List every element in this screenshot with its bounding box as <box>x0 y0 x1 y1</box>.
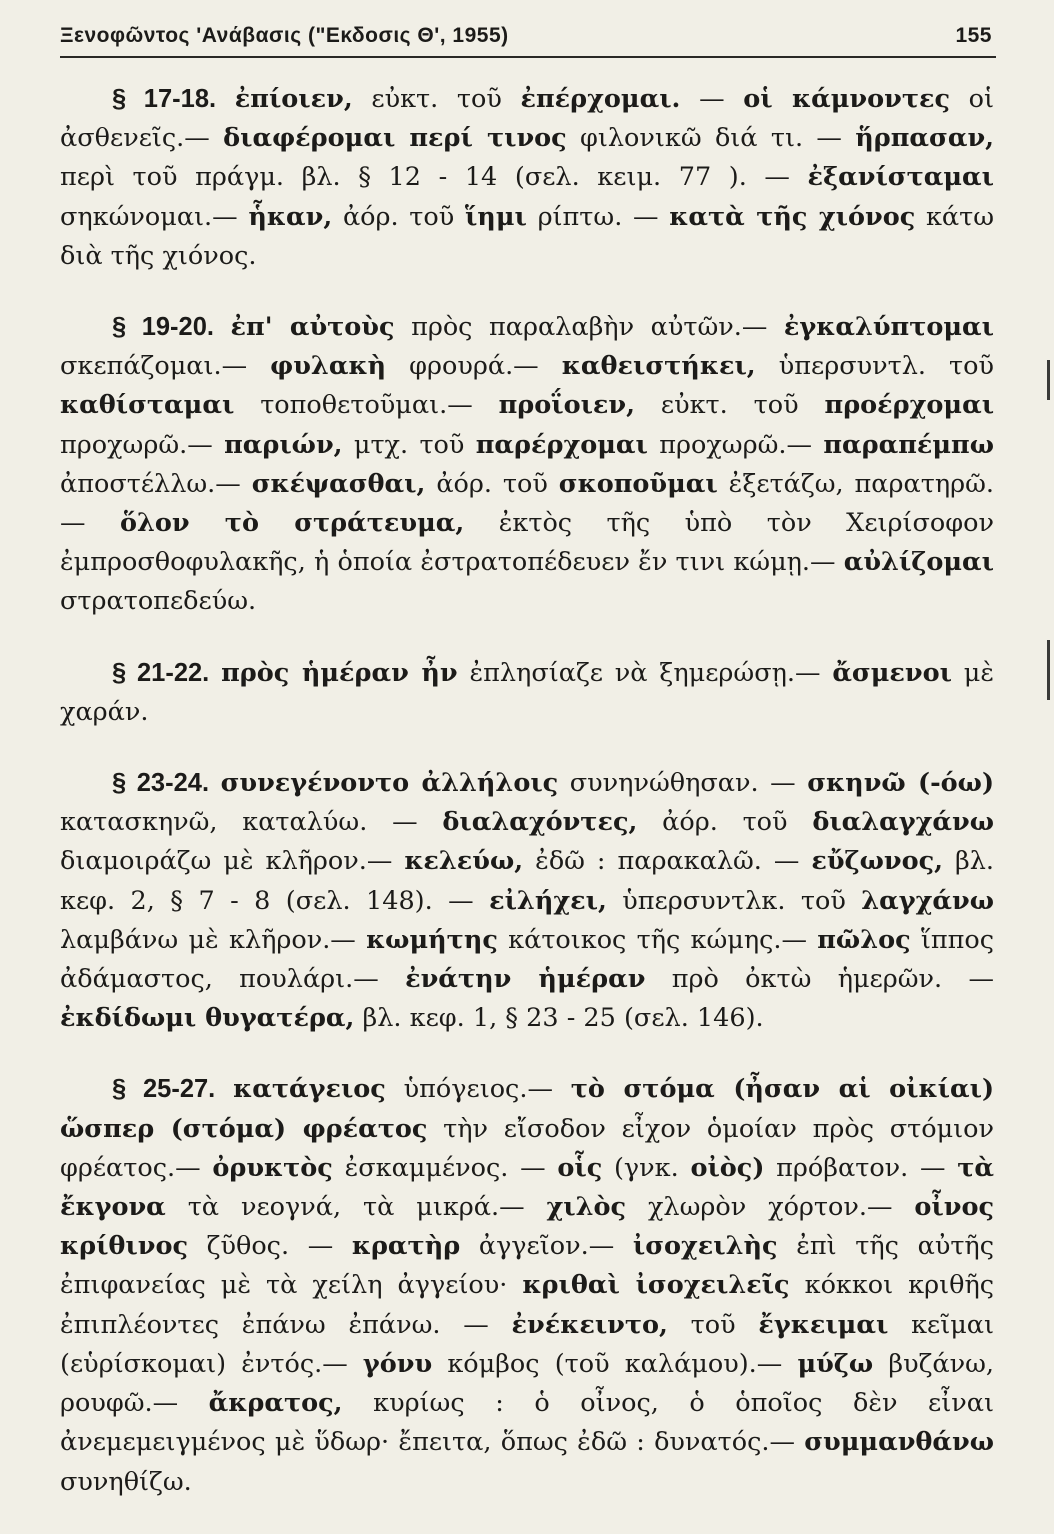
gloss: σκεπάζομαι.— <box>60 351 248 382</box>
gloss: πρὸς παραλαβὴν αὐτῶν.— <box>411 312 768 343</box>
headword: παραπέμπω <box>823 429 994 460</box>
gloss: περὶ τοῦ πράγμ. βλ. § 12 - 14 (σελ. κειμ. 77 ). — <box>60 162 790 193</box>
gloss: πρόβατον. — <box>776 1152 946 1183</box>
gloss: — <box>699 84 725 114</box>
headword: πῶλος <box>817 924 911 955</box>
gloss: ὑπερσυντλκ. τοῦ <box>622 885 846 916</box>
section-number: § 23-24. <box>112 769 210 798</box>
headword: ὅλον τὸ στράτευμα, <box>119 508 465 539</box>
gloss: κυρίως : ὁ οἶνος, ὁ ὁποῖος δὲν εἶναι ἀνεμεμειγμένος μὲ ὕδωρ· ἔπειτα, ὅπως ἐδῶ : δυνατός.— <box>60 1388 994 1458</box>
headword: παρέρχομαι <box>475 429 648 460</box>
headword: ὀρυκτὸς <box>212 1152 333 1183</box>
glossary-body <box>60 80 994 1534</box>
margin-mark <box>1047 360 1050 400</box>
glossary-paragraph <box>60 1070 994 1501</box>
headword: κριθαὶ ἰσοχειλεῖς <box>522 1270 790 1301</box>
headword: εἰλήχει, <box>489 885 607 916</box>
running-header <box>60 18 992 54</box>
glossary-paragraph <box>60 654 994 732</box>
gloss: κατασκηνῶ, καταλύω. — <box>60 807 418 838</box>
headword: καθίσταμαι <box>60 390 235 421</box>
gloss: συνηθίζω. <box>60 1466 192 1497</box>
gloss: ζῦθος. — <box>206 1231 334 1262</box>
gloss: ἐσκαμμένος. — <box>344 1152 546 1183</box>
headword: κατάγειος <box>233 1074 386 1105</box>
headword: εὔζωνος, <box>811 846 944 877</box>
section-number: § 25-27. <box>112 1075 216 1104</box>
headword: γόνυ <box>362 1348 433 1379</box>
gloss: φρουρά.— <box>409 351 539 382</box>
headword: χιλὸς <box>546 1192 627 1223</box>
gloss: (γνκ. <box>613 1152 679 1183</box>
headword: ἐκδίδωμι θυγατέρα, <box>60 1003 355 1034</box>
gloss: οἱ ἀσθενεῖς.— <box>60 84 995 154</box>
gloss: ἐπλησίαζε νὰ ξημερώσῃ.— <box>469 657 821 688</box>
headword: ἄσμενοι <box>832 657 952 688</box>
gloss: ἐκτὸς τῆς ὑπὸ τὸν Χειρίσοφον ἐμπροσθοφυλακῆς, ἡ ὁποία ἐστρατοπέδευεν ἔν τινι κώμῃ.— <box>60 508 994 578</box>
gloss: βυζάνω, ρουφῶ.— <box>60 1348 995 1419</box>
gloss: κεῖμαι (εὑρίσκομαι) ἐντός.— <box>60 1309 994 1379</box>
headword: μύζω <box>797 1348 874 1379</box>
gloss: χλωρὸν χόρτον.— <box>647 1192 893 1223</box>
page-number: 155 <box>955 24 992 47</box>
gloss: ἀόρ. τοῦ <box>436 468 548 499</box>
gloss: τὴν εἴσοδον εἶχον ὁμοίαν πρὸς στόμιον φρέατος.— <box>60 1113 994 1183</box>
glossary-paragraph <box>60 308 994 622</box>
headword: ἥρπασαν, <box>855 123 995 154</box>
headword: ἧκαν, <box>248 201 333 232</box>
gloss: πρὸ ὀκτὼ ἡμερῶν. — <box>671 964 994 995</box>
headword: ἐπίοιεν, <box>234 84 353 114</box>
headword: ἐξανίσταμαι <box>807 162 995 193</box>
headword: προΐοιεν, <box>498 390 635 421</box>
gloss: κόκκοι κριθῆς ἐπιπλέοντες ἐπάνω ἐπάνω. — <box>60 1270 994 1340</box>
headword: κατὰ τῆς χιόνος <box>669 201 916 232</box>
gloss: βλ. κεφ. 1, § 23 - 25 (σελ. 146). <box>362 1003 764 1034</box>
headword: διαλαγχάνω <box>812 807 994 838</box>
headword: διαλαχόντες, <box>442 807 638 838</box>
gloss: ὑπόγειος.— <box>403 1074 553 1105</box>
gloss: βλ. κεφ. 2, § 7 - 8 (σελ. 148). — <box>60 846 995 916</box>
headword: παριών, <box>224 429 343 460</box>
gloss: κάτοικος τῆς κώμης.— <box>508 924 807 955</box>
gloss: ρίπτω. — <box>537 201 659 232</box>
gloss: τοῦ <box>690 1309 736 1340</box>
gloss: λαμβάνω μὲ κλῆρον.— <box>60 924 356 955</box>
gloss: τοποθετοῦμαι.— <box>260 390 473 421</box>
headword: ἄκρατος, <box>208 1388 343 1419</box>
section-number: § 17-18. <box>112 85 217 113</box>
headword: οἰὸς) <box>690 1152 765 1183</box>
headword: ἐπέρχομαι. <box>520 84 681 114</box>
gloss: εὐκτ. τοῦ <box>371 84 502 114</box>
gloss: διαμοιράζω μὲ κλῆρον.— <box>60 846 393 877</box>
margin-mark <box>1047 640 1050 700</box>
headword: ἐνέκειντο, <box>511 1309 668 1340</box>
gloss: εὐκτ. τοῦ <box>660 390 799 421</box>
headword: σκηνῶ (-όω) <box>807 768 995 799</box>
headword: τὸ στόμα (ἦσαν αἱ οἰκίαι) ὥσπερ (στόμα) φρέατος <box>60 1074 995 1144</box>
gloss: ἀόρ. τοῦ <box>662 807 788 838</box>
header-rule <box>60 56 996 58</box>
headword: αὐλίζομαι <box>843 547 995 578</box>
headword: οἶνος κρίθινος <box>60 1192 994 1262</box>
gloss: προχωρῶ.— <box>659 429 812 460</box>
headword: κελεύω, <box>404 846 524 877</box>
headword: ἐνάτην ἡμέραν <box>405 964 646 995</box>
gloss: ἀγγεῖον.— <box>478 1231 615 1262</box>
headword: συμμανθάνω <box>804 1427 994 1458</box>
gloss: προχωρῶ.— <box>60 429 213 460</box>
gloss: συνηνώθησαν. — <box>569 768 796 799</box>
headword: σκοποῦμαι <box>558 468 718 499</box>
headword: κρατὴρ <box>351 1231 461 1262</box>
headword: ἐπ' αὐτοὺς <box>230 312 395 343</box>
gloss: ἀποστέλλω.— <box>60 468 241 499</box>
headword: ἐγκαλύπτομαι <box>783 312 995 343</box>
glossary-paragraph <box>60 80 994 276</box>
section-number: § 19-20. <box>112 313 214 342</box>
gloss: ὑπερσυντλ. τοῦ <box>778 351 994 382</box>
headword: ἵημι <box>464 201 527 232</box>
headword: διαφέρομαι περί τινος <box>223 123 567 154</box>
gloss: στρατοπεδεύω. <box>60 586 257 617</box>
gloss: κόμβος (τοῦ καλάμου).— <box>447 1348 783 1379</box>
gloss: ἐπὶ τῆς αὐτῆς ἐπιφανείας μὲ τὰ χείλη ἀγγείου· <box>60 1231 994 1301</box>
headword: πρὸς ἡμέραν ἦν <box>221 657 458 688</box>
headword: τὰ ἔκγονα <box>60 1152 995 1223</box>
gloss: φιλονικῶ διά τι. — <box>580 123 842 154</box>
headword: οἷς <box>557 1152 603 1183</box>
headword: λαγχάνω <box>861 885 994 916</box>
gloss: μτχ. τοῦ <box>353 429 465 460</box>
headword: ἔγκειμαι <box>758 1309 889 1340</box>
gloss: ἵππος ἀδάμαστος, πουλάρι.— <box>60 924 995 995</box>
gloss: κάτω διὰ τῆς χιόνος. <box>60 201 995 271</box>
headword: καθειστήκει, <box>561 351 756 382</box>
headword: οἱ κάμνοντες <box>743 84 950 114</box>
gloss: σηκώνομαι.— <box>60 201 238 232</box>
gloss: τὰ νεογνά, τὰ μικρά.— <box>187 1192 525 1223</box>
running-title: Ξενοφῶντος 'Ανάβασις ("Εκδοσις Θ', 1955) <box>60 24 509 47</box>
headword: ἰσοχειλὴς <box>632 1231 778 1262</box>
headword: φυλακὴ <box>270 351 387 382</box>
gloss: ἀόρ. τοῦ <box>342 201 455 232</box>
section-number: § 21-22. <box>112 658 210 687</box>
glossary-paragraph <box>60 764 994 1038</box>
headword: συνεγένοντο ἀλλήλοις <box>220 768 559 799</box>
headword: κωμήτης <box>366 924 498 955</box>
gloss: μὲ χαράν. <box>60 657 995 727</box>
headword: σκέψασθαι, <box>251 468 426 499</box>
gloss: ἐξετάζω, παρατηρῶ.— <box>60 468 995 539</box>
headword: προέρχομαι <box>824 390 995 421</box>
gloss: ἐδῶ : παρακαλῶ. — <box>535 846 800 877</box>
